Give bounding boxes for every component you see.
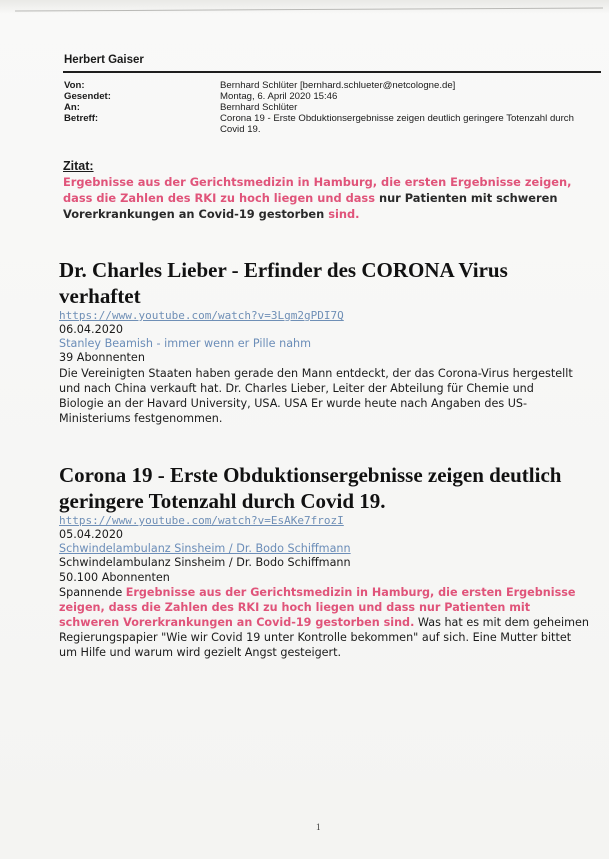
publish-date: 05.04.2020 bbox=[59, 528, 124, 541]
desc-highlight: Ergebnisse aus der Gerichtsmedizin in Hamburg, die ersten Ergebnisse zeigen, dass die Zahlen des RKI zu hoch liegen und dass nur Patienten mit schweren Vorerkrankungen an Covid-19 gestorben sind. bbox=[59, 585, 576, 629]
desc-rest: Was hat es mit dem geheimen Regierungspapier "Wie wir Covid 19 unter Kontrolle bekommen" auf sich. Eine Mutter bittet um Hilfe und warum wird gezielt Angst gesteigert. bbox=[59, 615, 589, 659]
quote-highlight-end: sind. bbox=[324, 207, 360, 221]
field-value: Bernhard Schlüter [bernhard.schlueter@netcologne.de] bbox=[220, 80, 456, 91]
desc-lead: Spannende bbox=[59, 585, 126, 599]
quote-block bbox=[63, 159, 583, 222]
article-title: Dr. Charles Lieber - Erfinder des CORONA Virus verhaftet bbox=[59, 258, 508, 308]
page-number: 1 bbox=[316, 822, 321, 832]
header-rule bbox=[63, 71, 601, 73]
subscriber-count: 39 Abonnenten bbox=[59, 351, 145, 365]
article-description: Die Vereinigten Staaten haben gerade den Mann entdeckt, der das Corona-Virus hergestellt und nach China verkauft hat. Dr. Charles Lieber, Leiter der Abteilung für Chemie und Biologie an der Havard University, USA. USA Er wurde heute nach Angaben des US-Ministeriums festgenommen. bbox=[59, 366, 573, 425]
article-lieber bbox=[59, 257, 579, 426]
channel-name: Schwindelambulanz Sinsheim / Dr. Bodo Schiffmann bbox=[59, 556, 351, 570]
article-obduktion bbox=[59, 462, 589, 660]
quote-plain: nur Patienten mit schweren Vorerkrankungen an Covid-19 gestorben bbox=[63, 191, 558, 221]
article-description bbox=[59, 585, 589, 660]
video-link[interactable]: https://www.youtube.com/watch?v=EsAKe7frozI bbox=[59, 514, 344, 527]
subscriber-count: 50.100 Abonnenten bbox=[59, 570, 170, 584]
field-value: Bernhard Schlüter bbox=[220, 102, 298, 113]
email-header-fields bbox=[64, 80, 584, 135]
publish-date: 06.04.2020 bbox=[59, 323, 124, 336]
channel-link[interactable]: Schwindelambulanz Sinsheim / Dr. Bodo Schiffmann bbox=[59, 542, 351, 556]
field-key: An: bbox=[64, 102, 80, 113]
field-key: Betreff: bbox=[64, 113, 99, 124]
field-sent bbox=[64, 91, 584, 102]
field-from bbox=[64, 80, 584, 91]
channel-name[interactable]: Stanley Beamish - immer wenn er Pille nahm bbox=[59, 337, 312, 351]
field-value: Montag, 6. April 2020 15:46 bbox=[220, 91, 338, 102]
video-link[interactable]: https://www.youtube.com/watch?v=3Lgm2gPDI7Q bbox=[59, 309, 344, 322]
article-title: Corona 19 - Erste Obduktionsergebnisse zeigen deutlich geringere Totenzahl durch Covid 19. bbox=[59, 463, 562, 513]
quote-label: Zitat: bbox=[63, 159, 94, 173]
field-key: Gesendet: bbox=[64, 91, 111, 102]
field-to bbox=[64, 102, 584, 113]
sender-name: Herbert Gaiser bbox=[64, 54, 144, 66]
field-value: Corona 19 - Erste Obduktionsergebnisse zeigen deutlich geringere Totenzahl durch Covid 19. bbox=[220, 113, 574, 135]
field-key: Von: bbox=[64, 80, 85, 91]
quote-highlight: Ergebnisse aus der Gerichtsmedizin in Hamburg, die ersten Ergebnisse zeigen, dass die Zahlen des RKI zu hoch liegen und dass bbox=[63, 175, 572, 205]
quote-text bbox=[63, 174, 583, 222]
field-subject bbox=[64, 113, 584, 135]
